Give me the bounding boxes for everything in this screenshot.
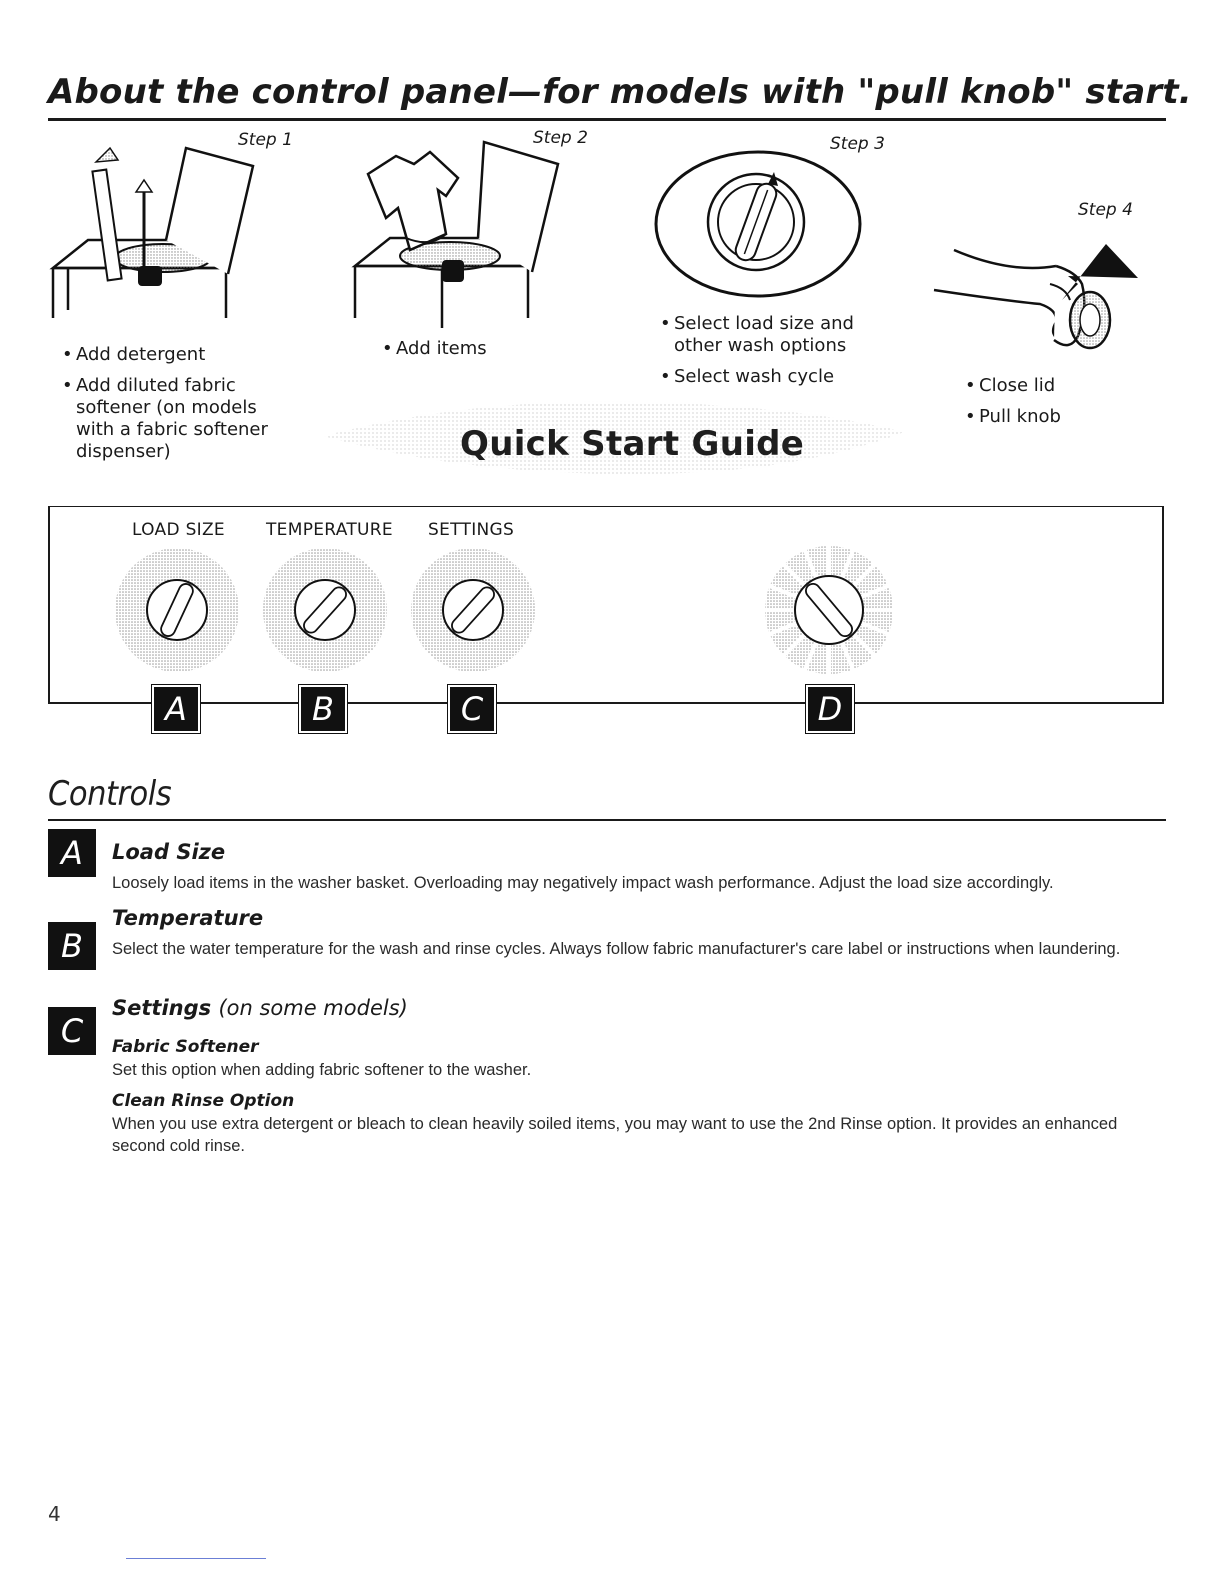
clean-rinse-text: When you use extra detergent or bleach to clean heavily soiled items, you may want to use the 2nd Rinse option. It provides an enhanced second cold rinse. — [112, 1115, 1118, 1155]
step-1-label: Step 1 — [238, 130, 293, 150]
load-size-title: Load Size — [112, 840, 226, 864]
temperature-text: Select the water temperature for the wash and rinse cycles. Always follow fabric manufacturer's care label or instructions when laundering. — [112, 940, 1121, 958]
page-title: About the control panel—for models with "pull knob" start. — [48, 72, 1192, 112]
step-3-bullet-1: • Select load size and other wash options — [660, 313, 890, 357]
quick-start-guide-title: Quick Start Guide — [460, 424, 805, 464]
cycle-dial-icon — [763, 544, 895, 676]
control-badge-c: C — [48, 1007, 96, 1055]
temperature-dial-label: TEMPERATURE — [266, 520, 393, 540]
panel-badge-b: B — [299, 685, 347, 733]
step-2-label: Step 2 — [533, 128, 588, 148]
cycle-dial-illustration-icon — [650, 148, 866, 300]
fabric-softener-text: Set this option when adding fabric softener to the washer. — [112, 1061, 532, 1079]
panel-dials — [50, 540, 1160, 680]
add-items-illustration-icon — [350, 138, 570, 333]
settings-dial-label: SETTINGS — [428, 520, 515, 540]
clean-rinse-title: Clean Rinse Option — [112, 1091, 295, 1111]
fabric-softener-title: Fabric Softener — [112, 1037, 259, 1057]
step-4-bullet-2: • Pull knob — [965, 406, 1165, 428]
settings-dial-icon — [411, 548, 535, 672]
control-badge-a: A — [48, 829, 96, 877]
pull-knob-hand-illustration-icon — [930, 244, 1145, 362]
panel-badge-a: A — [152, 685, 200, 733]
settings-subtitle: (on some models) — [218, 996, 408, 1020]
detergent-illustration-icon — [48, 140, 268, 330]
control-badge-b: B — [48, 922, 96, 970]
step-4-label: Step 4 — [1078, 200, 1133, 220]
step-3-label: Step 3 — [830, 134, 885, 154]
footer-line — [126, 1558, 266, 1559]
page-number: 4 — [48, 1502, 61, 1526]
step-1-bullet-2: • Add diluted fabric softener (on models with a fabric softener dispenser) — [62, 375, 282, 463]
step-2-bullet-1: • Add items — [382, 338, 582, 360]
load-size-text: Loosely load items in the washer basket. Overloading may negatively impact wash performance. Adjust the load size accordingly. — [112, 874, 1054, 892]
controls-rule — [48, 819, 1166, 821]
panel-badge-c: C — [448, 685, 496, 733]
settings-title-text: Settings — [112, 996, 212, 1020]
load-size-dial-label: LOAD SIZE — [132, 520, 225, 540]
panel-badge-d: D — [806, 685, 854, 733]
step-3-bullet-2: • Select wash cycle — [660, 366, 890, 388]
title-rule — [48, 118, 1166, 121]
settings-title — [112, 996, 408, 1020]
temperature-title: Temperature — [112, 906, 264, 930]
temperature-dial-icon — [263, 548, 387, 672]
step-4-bullet-1: • Close lid — [965, 375, 1165, 397]
load-size-dial-icon — [115, 548, 239, 672]
controls-heading: Controls — [48, 774, 172, 814]
step-1-bullet-1: • Add detergent — [62, 344, 282, 366]
